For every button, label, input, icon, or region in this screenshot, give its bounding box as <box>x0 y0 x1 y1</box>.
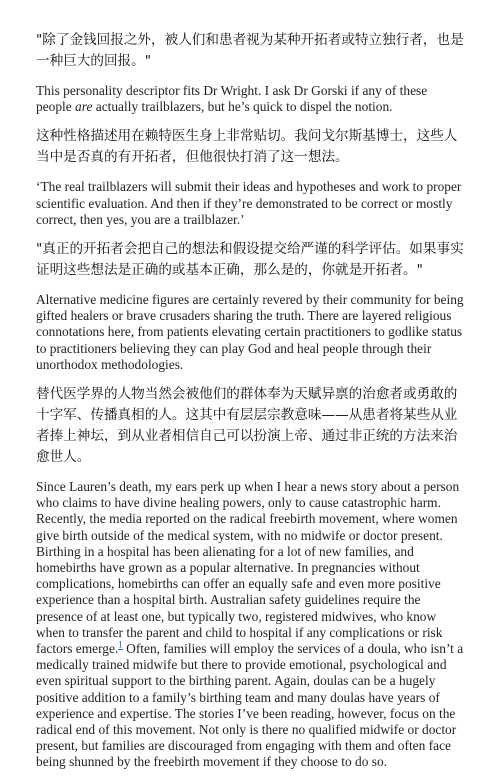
en-alt-medicine-paragraph: Alternative medicine figures are certainly revered by their community for being gifted healers or brave crusaders sharing the truth. There are layered religious connotations here, from patients elevating certain practitioners to godlike status to practitioners believing they can play God and heal people through their unorthodox methodologies. <box>36 292 464 372</box>
en-personality-text-a: This personality descriptor fits Dr Wright. I ask Dr Gorski if any of these people <box>36 83 428 115</box>
en-personality-emphasis: are <box>75 99 93 115</box>
en-lauren-paragraph <box>36 479 466 771</box>
zh-alt-medicine-paragraph: 替代医学界的人物当然会被他们的群体奉为天赋异禀的治愈者或勇敢的十字军、传播真相的人。这其中有层层宗教意味——从患者将某些从业者捧上神坛，到从业者相信自己可以扮演上帝、通过非正统的方法来治愈世人。 <box>36 386 458 466</box>
zh-quote-paragraph: "除了金钱回报之外，被人们和患者视为某种开拓者或特立独行者，也是一种巨大的回报。" <box>36 32 464 69</box>
zh-personality-paragraph: 这种性格描述用在赖特医生身上非常贴切。我问戈尔斯基博士，这些人当中是否真的有开拓者，但他很快打消了这一想法。 <box>36 128 458 166</box>
document-page <box>36 30 466 782</box>
en-personality-text-b: actually trailblazers, but he’s quick to dispel the notion. <box>92 99 393 115</box>
en-lauren-text-b: Often, families will employ the services of a doula, who isn’t a medically trained midwife but there to provide emotional, psychological and even spiritual support to the birthing parent. Again, doulas can be a hugely positive addition to a family’s birthing team and many doulas have years of experience and expertise. The stories I’ve been reading, however, focus on the radical end of this movement. Not only is there no qualified midwife or doctor present, but families are discouraged from engaging with them and often face being shunned by the freebirth movement if they choose to do so. <box>36 641 464 770</box>
en-real-trailblazers-paragraph: ‘The real trailblazers will submit their ideas and hypotheses and work to proper scientific evaluation. And then if they’re demonstrated to be correct or mostly correct, then yes, you are a trailblazer.’ <box>36 179 462 227</box>
en-personality-paragraph <box>36 83 466 115</box>
zh-real-trailblazers-paragraph: "真正的开拓者会把自己的想法和假设提交给严谨的科学评估。如果事实证明这些想法是正确的或基本正确，那么是的，你就是开拓者。" <box>36 241 464 279</box>
footnote-link[interactable]: 1 <box>118 639 123 650</box>
en-lauren-text-a: Since Lauren’s death, my ears perk up when I hear a news story about a person who claims to have divine healing powers, only to cause catastrophic harm. Recently, the media reported on the radical freebirth movement, where women give birth outside of the medical system, with no midwife or doctor present. Birthing in a hospital has been alienating for a lot of new families, and homebirths have grown as a popular alternative. In pregnancies without complications, homebirths can offer an equally safe and even more positive experience than a hospital birth. Australian safety guidelines require the presence of at least one, but typically two, registered midwives, who know when to transfer the parent and child to hospital if any complications or risk factors emerge. <box>36 479 460 657</box>
